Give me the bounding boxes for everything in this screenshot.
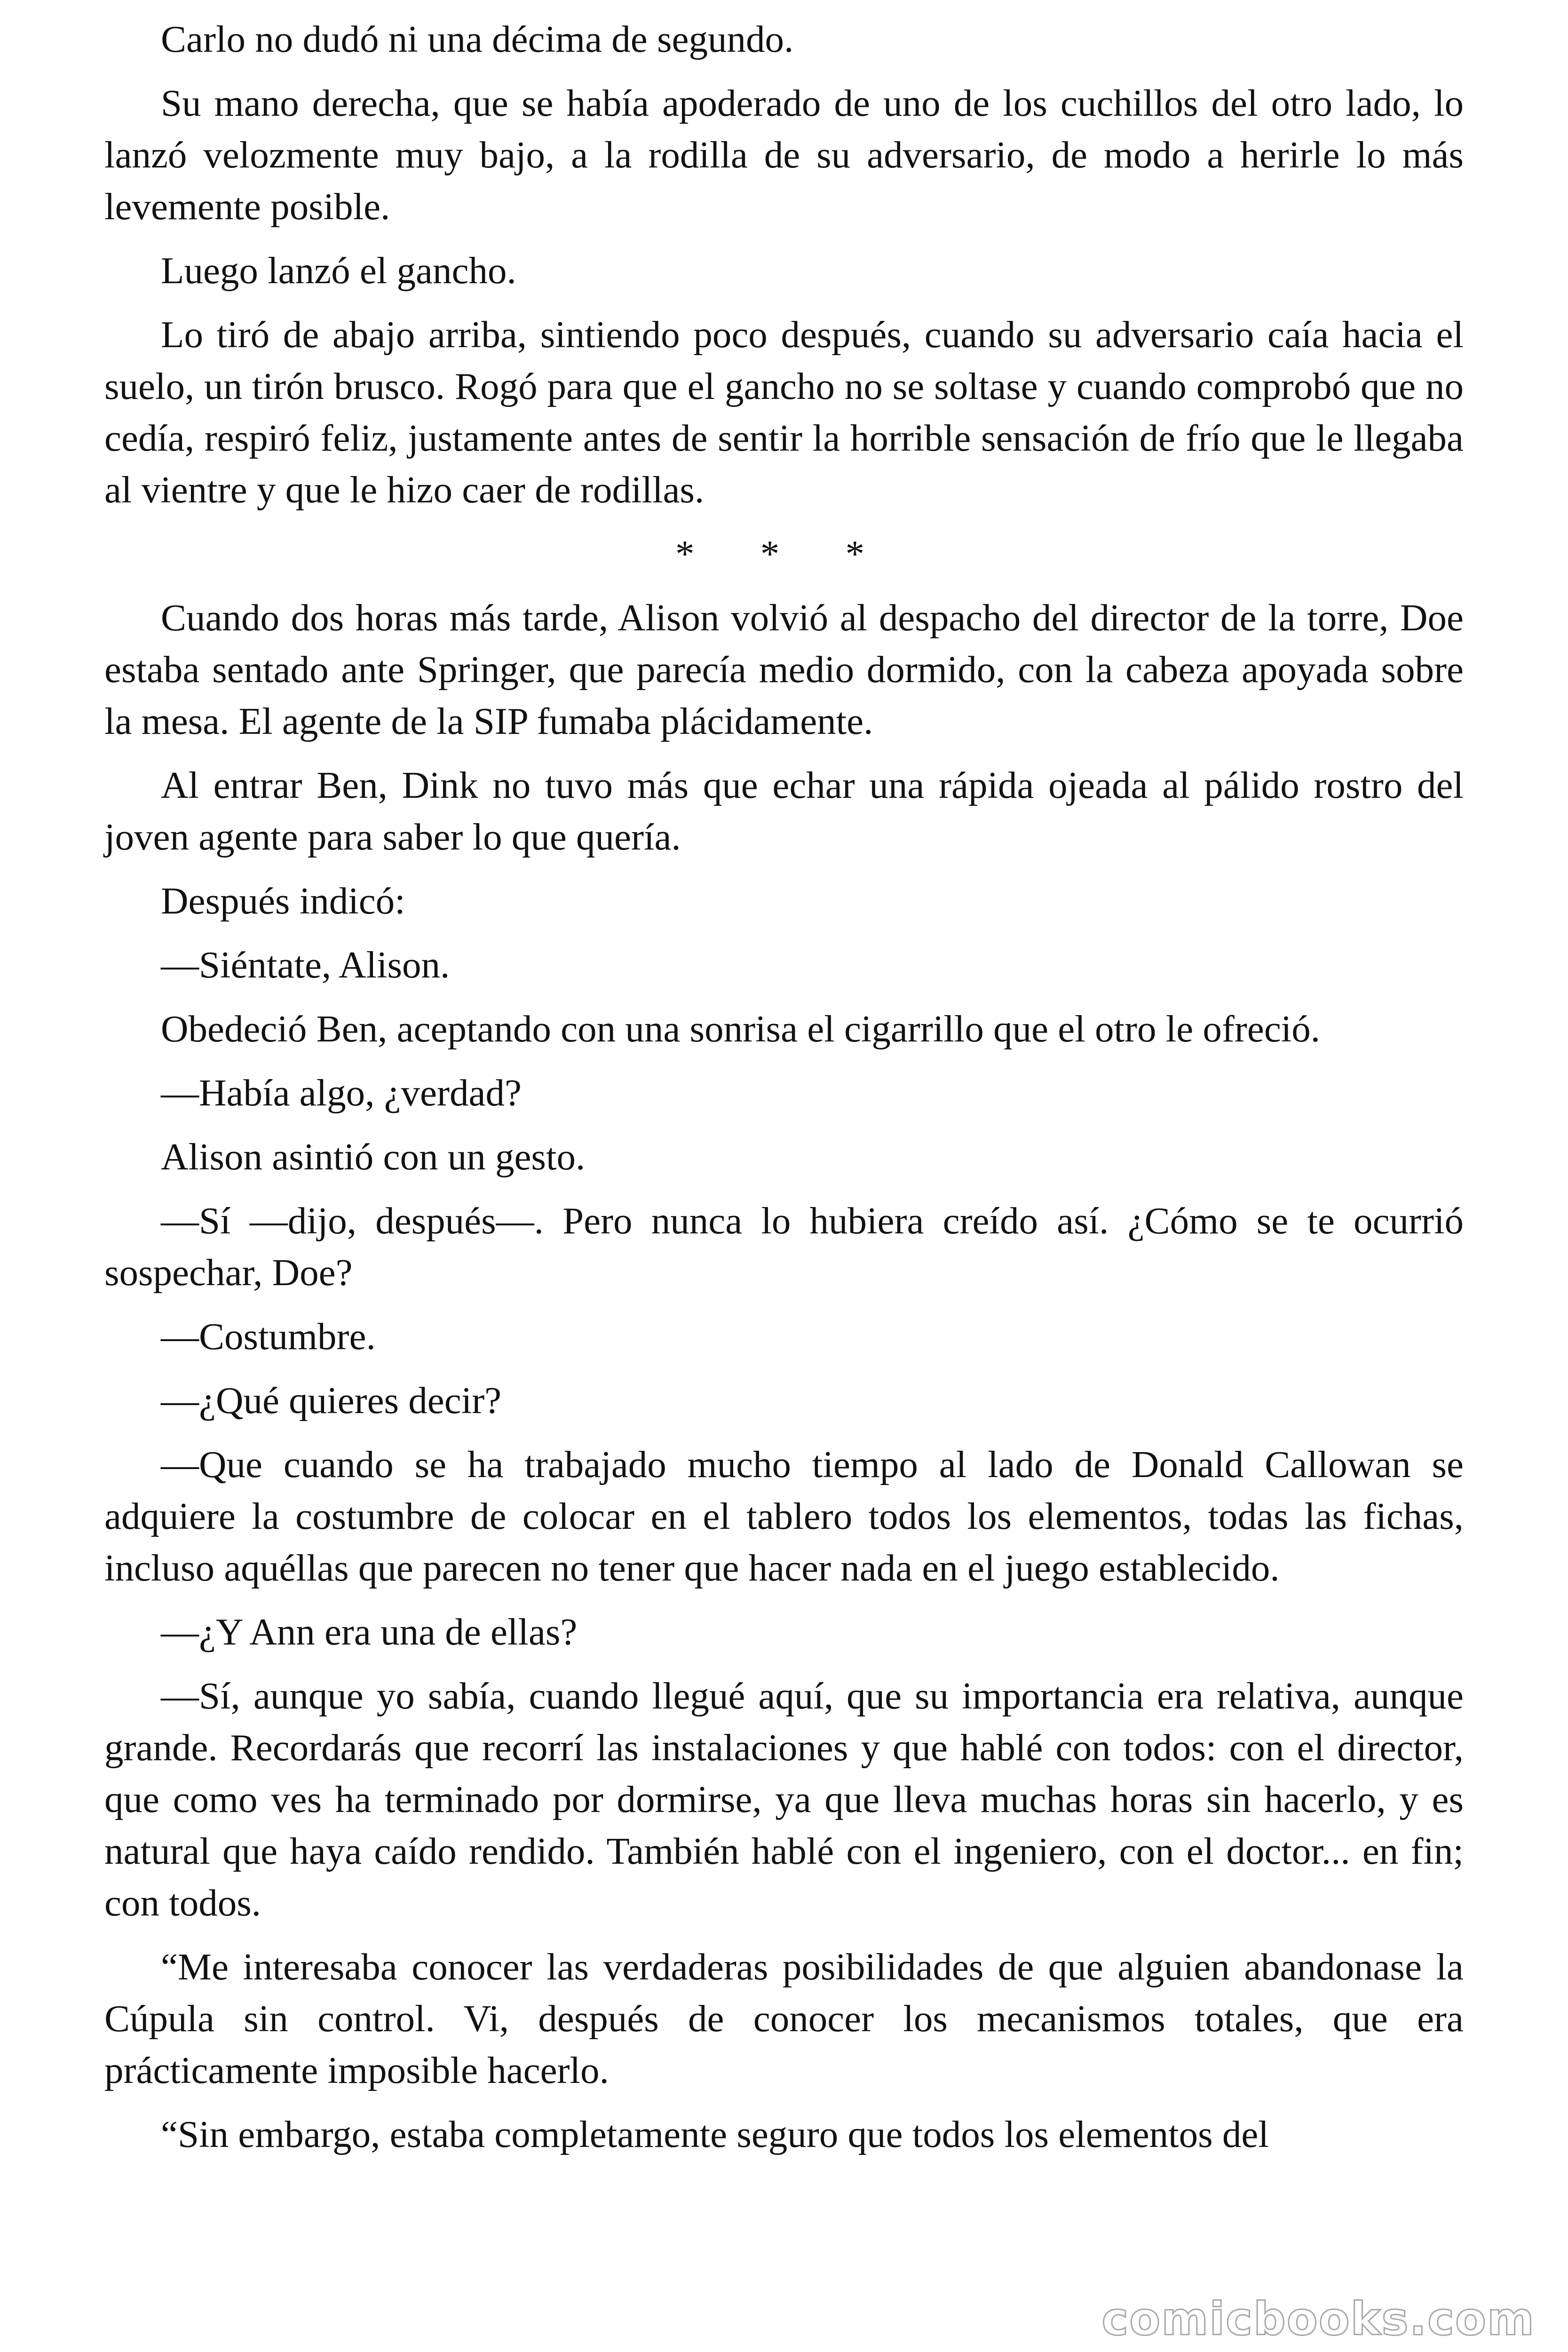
watermark: comicbooks.com (1101, 2293, 1535, 2345)
paragraph: —¿Qué quieres decir? (161, 1379, 502, 1422)
paragraph: Su mano derecha, que se había apoderado de uno de los cuchillos del otro lado, lo lanzó velozmente muy bajo, a la rodilla de su adversario, de modo a herirle lo más levemente posible. (104, 82, 1464, 228)
paragraph: —Sí, aunque yo sabía, cuando llegué aquí, que su importancia era relativa, aunque grande. Recordarás que recorrí las instalaciones y que hablé con todos: con el director, que como ves ha terminado por dormirse, ya que lleva muchas horas sin hacerlo, y es natural que haya caído rendido. También hablé con el ingeniero, con el doctor... en fin; con todos. (104, 1675, 1464, 1924)
paragraph: —Había algo, ¿verdad? (161, 1072, 522, 1114)
paragraph: —¿Y Ann era una de ellas? (161, 1611, 578, 1653)
paragraph: Alison asintió con un gesto. (161, 1136, 586, 1178)
paragraph: —Siéntate, Alison. (161, 944, 450, 986)
paragraph: Cuando dos horas más tarde, Alison volvió al despacho del director de la torre, Doe estaba sentado ante Springer, que parecía medio dormido, con la cabeza apoyada sobre la mesa. El agente de la SIP fumaba plácidamente. (104, 596, 1464, 742)
paragraph: —Sí —dijo, después—. Pero nunca lo hubiera creído así. ¿Cómo se te ocurrió sospechar, Doe? (104, 1200, 1464, 1294)
paragraph: Luego lanzó el gancho. (161, 249, 516, 292)
paragraph: Lo tiró de abajo arriba, sintiendo poco después, cuando su adversario caía hacia el suelo, un tirón brusco. Rogó para que el gancho no se soltase y cuando comprobó que no cedía, respiró feliz, justamente antes de sentir la horrible sensación de frío que le llegaba al vientre y que le hizo caer de rodillas. (104, 313, 1464, 511)
paragraph: “Sin embargo, estaba completamente seguro que todos los elementos del (161, 2113, 1269, 2155)
paragraph: Al entrar Ben, Dink no tuvo más que echar una rápida ojeada al pálido rostro del joven agente para saber lo que quería. (104, 764, 1464, 858)
paragraph: Después indicó: (161, 880, 405, 922)
paragraph: “Me interesaba conocer las verdaderas posibilidades de que alguien abandonase la Cúpula sin control. Vi, después de conocer los mecanismos totales, que era prácticamente imposible hacerlo. (104, 1946, 1464, 2091)
paragraph: —Costumbre. (161, 1315, 376, 1358)
paragraph: Carlo no dudó ni una décima de segundo. (161, 18, 794, 60)
paragraph: —Que cuando se ha trabajado mucho tiempo al lado de Donald Callowan se adquiere la costumbre de colocar en el tablero todos los elementos, todas las fichas, incluso aquéllas que parecen no tener que hacer nada en el juego establecido. (104, 1443, 1464, 1589)
section-separator: * * * (675, 532, 893, 575)
document-page (104, 13, 1464, 2172)
paragraph: Obedeció Ben, aceptando con una sonrisa el cigarrillo que el otro le ofreció. (161, 1008, 1321, 1050)
